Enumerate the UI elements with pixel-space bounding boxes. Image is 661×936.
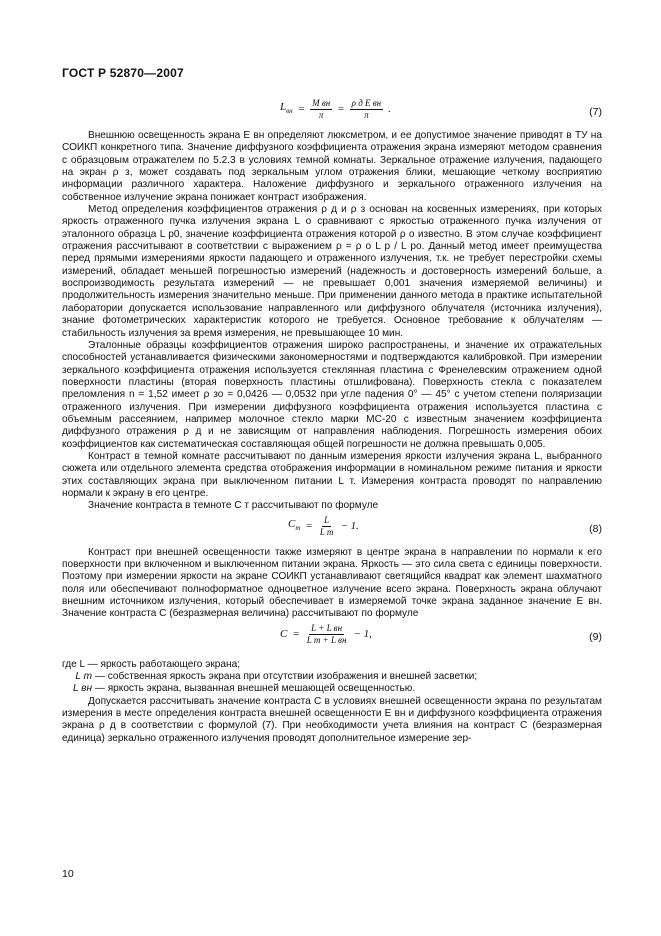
equation-9-number: (9) bbox=[589, 630, 602, 643]
eq9-fraction: $\frac{\text{L + L вн}}{\text{L т + L вн}}$ bbox=[306, 622, 347, 645]
paragraph-5: Значение контраста в темноте C т рассчитывают по формуле bbox=[88, 500, 379, 512]
document-header: ГОСТ Р 52870—2007 bbox=[62, 66, 184, 80]
eq8-fraction: $\frac{L}{\text{L т}}$ bbox=[319, 514, 334, 537]
equation-8-number: (8) bbox=[589, 522, 602, 535]
equation-9 bbox=[62, 621, 602, 655]
eq7-lhs: $L_{вн}$ bbox=[280, 101, 293, 116]
equation-9-expression: C = $\frac{\text{L + L вн}}{\text{L т + L вн}}$ − 1, bbox=[280, 622, 372, 645]
paragraph-6: Контраст при внешней освещенности также измеряют в центре экрана в направлении по нормали к его поверхности при включенном и выключенном питании экрана. Яркость — это сила света с единицы поверхности. Поэтому при измерении яркости на экране СОИКП устанавливают светящийся квадрат как элемент шахматного поля или обеспечивают полноформатное одноцветное излучение всего экрана. Поверхность экрана облучают внешним источником излучения, который обеспечивает в измеряемой точке экрана заданное значение E вн. Значение контраста C (безразмерная величина) рассчитывают по формуле bbox=[62, 546, 602, 620]
eq7-fraction-2: $\frac{\text{ρ д E вн}}{\pi}$ bbox=[351, 98, 382, 120]
eq7-fraction-1: $\frac{\text{M вн}}{\pi}$ bbox=[312, 98, 331, 120]
document-body bbox=[62, 96, 602, 745]
paragraph-3: Эталонные образцы коэффициентов отражения широко распространены, и значение их отражательных способностей устанавливается физическими закономерностями и подтверждаются калибровкой. При измерении зеркального коэффициента отражения используется стеклянная пластина с Френелевским отражением одной поверхности пластины (вторая поверхность пластины отшлифована). Поверхность стекла с показателем преломления n = 1,52 имеет ρ зо = 0,0426 — 0,0532 при угле падения 0° — 45° с учетом степени поляризации отраженного излучения. При измерении диффузного коэффициента отражения используется пластина с объемным рассеянием, например молочное стекло марки МС-20 с известным значением коэффициента диффузного отражения ρ д и не зависящим от направления наблюдения. Погрешность измерения обоих коэффициентов как систематическая составляющая общей погрешности не должна превышать 0,005. bbox=[62, 339, 602, 450]
paragraph-2: Метод определения коэффициентов отражения ρ д и ρ з основан на косвенных измерениях, при которых яркость отраженного пучка излучения экрана L о сравнивают с яркостью отраженного пучка излучения от эталонного образца L р0, значение коэффициента отражения которой ρ о известно. В этом случае коэффициент отражения рассчитывают в соответствии с выражением ρ = ρ о L р / L ро. Данный метод имеет преимущества перед прямыми измерениями яркости падающего и отраженного излучения, т.к. не требует перестройки схемы измерений, обладает меньшей погрешностью измерений (надежность и достоверность измерений больше, а воспроизводимость результата измерений — не превышает 0,001 значения измеряемой величины) и продолжительность измерения значительно меньше. При применении данного метода в практике испытательной лаборатории допускается использование направленного или диффузного облучателя (источника излучения), знание фотометрических характеристик которого не требуется. Основное требование к облучателям — стабильность излучения за время измерения, не превышающее 10 мин. bbox=[62, 204, 602, 339]
equation-8-expression: $C_т$ = $\frac{L}{\text{L т}}$ − 1. bbox=[288, 514, 359, 537]
page-number: 10 bbox=[62, 868, 74, 880]
equation-7-expression: $L_{вн}$ = $\frac{\text{M вн}}{\pi}$ = $\frac{\text{ρ д E вн}}{\pi}$ . bbox=[280, 98, 391, 120]
definitions-list bbox=[62, 659, 602, 696]
paragraph-7: Допускается рассчитывать значение контраста C в условиях внешней освещенности экрана по результатам измерения в месте определения контраста внешней освещенности E вн и диффузного коэффициента отражения экрана ρ д в соответствии с формулой (7). При необходимости учета влияния на контраст C (безразмерная единица) зеркально отраженного излучения проводят дополнительное измерение зер- bbox=[62, 695, 602, 744]
equation-7 bbox=[62, 96, 602, 130]
eq9-lhs: C bbox=[280, 628, 288, 641]
definition-lead: где L — яркость работающего экрана; bbox=[62, 658, 240, 670]
paragraph-1: Внешнюю освещенность экрана E вн определяют люксметром, и ее допустимое значение приводят в ТУ на СОИКП конкретного типа. Значение диффузного коэффициента отражения экрана измеряют методом сравнения с образцовым отражателем по 5.2.3 в условиях темной комнаты. Зеркальное отражение излучения, падающего на экран ρ з, может создавать под зеркальным углом отражения блики, мешающие четкому восприятию информации различного характера. Наложение диффузного и зеркального отраженного излучения на собственное излучение экрана понижает контраст изображения. bbox=[62, 130, 602, 203]
eq8-lhs: $C_т$ bbox=[288, 517, 301, 533]
definition-item: L т — собственная яркость экрана при отсутствии изображения и внешней засветки; bbox=[75, 671, 478, 683]
paragraph-4: Контраст в темной комнате рассчитывают по данным измерения яркости излучения экрана L, выбранного сюжета или отдельного элемента средства отображения информации в номинальном режиме питания и яркости этих составляющих экрана при выключенном питании L т. Измерения контраста проводят по направлению нормали к экрану в его центре. bbox=[62, 450, 602, 499]
equation-7-number: (7) bbox=[589, 106, 602, 118]
equation-8 bbox=[62, 513, 602, 547]
definition-item: L вн — яркость экрана, вызванная внешней мешающей освещенностью. bbox=[72, 683, 416, 695]
